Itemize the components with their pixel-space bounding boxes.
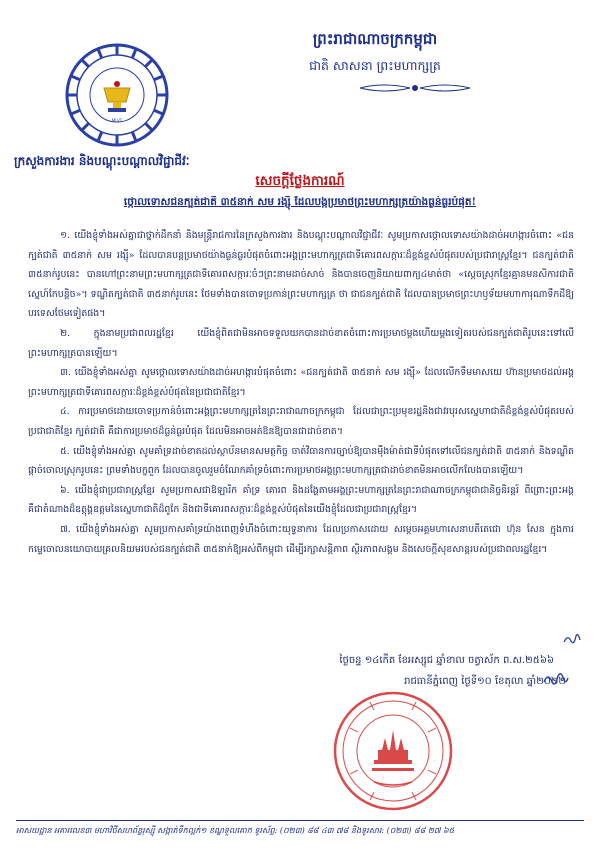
paragraph-7: ៧. យើងខ្ញុំទាំងអស់គ្នា សូមប្រកាសគាំទ្រយ៉ាងពេញទំហឹងចំពោះយុទ្ធនាការ ដែលប្រកាសដោយ សម្ដេចអគ្គមហាសេនាបតីតេជោ ហ៊ុន សែន ក្នុងការកម្ទេចោលនយោបាយគ្រលនិយមរបស់ជនក្បត់ជាតិ ៣៥នាក់ឱ្យអស់ពីកម្ពុជា ដើម្បីរក្សាសន្តិភាព ស្ថិរភាពសង្គម និងសេចក្តីសុខសាន្តរបស់ប្រជាពលរដ្ឋខ្មែរ។	[28, 523, 574, 555]
official-stamp-icon	[330, 688, 456, 814]
ministry-name: ក្រសួងការងារ និងបណ្តុះបណ្តាលវិជ្ជាជីវៈ	[14, 154, 190, 168]
paragraph-4: ៤. ការប្រមាថដោយចោទប្រកាន់ចំពោះអង្គព្រះមហាក្សត្រនៃព្រះរាជាណាចក្រកម្ពុជា ដែលជាព្រះប្រមុខរដ្ឋនិងជាវរបុរសស្នេហាជាតិដ៏ខ្ពង់ខ្ពស់បំផុតរបស់ប្រជាជាតិខ្មែរ ក្បត់ជាតិ គឺជាការប្រមាថដ៏ធ្ងន់ធ្ងរបំផុត ដែលមិនអាចអត់ឱនឱ្យបានជាដាច់ខាត។	[28, 406, 574, 437]
statement-body	[28, 226, 574, 559]
svg-text:MLVT: MLVT	[111, 118, 123, 123]
paragraph-5: ៥. យើងខ្ញុំទាំងអស់គ្នា សូមគាំទ្រដាច់ខាតដល់ស្ថាប័នមានសមត្ថកិច្ច ចាត់វិធានការច្បាប់ឱ្យបានម៉ឺងម៉ាត់ជាទីបំផុតទៅលើជនក្បត់ជាតិ ៣៥នាក់ និងទណ្ឌិតផ្ដាច់ចោលស្រុករូបនេះ ព្រមទាំងបក្ខពួក ដែលបានចូលរួមចំណែកគាំទ្រចំពោះការប្រមាថអង្គព្រះមហាក្សត្រជាដាច់ខាតមិនអាចលើកលែងបានឡើយ។	[28, 445, 574, 477]
footer-divider	[16, 820, 584, 821]
handwritten-signature-mark-icon	[542, 670, 570, 688]
paragraph-2: ២. ក្នុងនាមប្រជាពលរដ្ឋខ្មែរ យើងខ្ញុំពិតជាមិនអាចទទួលយកបានដាច់ខាតចំពោះការប្រមាថម្ដងហើយម្ដងទៀតរបស់ជនក្បត់ជាតិរូបនេះទៅលើព្រះមហាក្សត្របានឡើយ។	[28, 327, 574, 359]
ornament-divider-icon	[355, 82, 475, 94]
document-subtitle: ថ្កោលទោសជនក្បត់ជាតិ ៣៥នាក់ សម រង្ស៊ី ដែលបង្កប្រមាថព្រះមហាក្សត្រយ៉ាងធ្ងន់ធ្ងរបំផុត!	[123, 196, 477, 208]
document-title: សេចក្តីថ្លែងការណ៍	[255, 173, 345, 189]
footer-address: អាសយដ្ឋាន អគារលេខ៣ មហាវិថីសហព័ន្ធរុស្ស៊ី សង្កាត់ទឹកល្អក់១ ខណ្ឌទួលគោក ទូរស័ព្ទ: (០២៣) ៨៨ ៤៣ ៧៨ និងទូរសារ: (០២៣) ៨៨ ២៧ ៦៥	[16, 826, 455, 835]
kingdom-name: ព្រះរាជាណាចក្រកម្ពុជា	[312, 30, 438, 48]
kingdom-header	[0, 30, 600, 77]
paragraph-1: ១. យើងខ្ញុំទាំងអស់គ្នាជាថ្នាក់ដឹកនាំ និងមន្ត្រីរាជការនៃក្រសួងការងារ និងបណ្តុះបណ្តាលវិជ្ជាជីវៈ សូមប្រកាសថ្កោលទោសយ៉ាងដាច់អហង្ការចំពោះ «ជនក្បត់ជាតិ ៣៥នាក់ សម រង្ស៊ី» ដែលបានបន្តប្រមាថយ៉ាងធ្ងន់ធ្ងរបំផុតចំពោះអង្គព្រះមហាក្សត្រជាទីគោរពសក្ការៈដ៏ខ្ពង់ខ្ពស់បំផុតរបស់ប្រជារាស្ត្រខ្មែរ។ ជនក្បត់ជាតិ ៣៥នាក់រូបនេះ បានហៅព្រះនាមព្រះមហាក្សត្រជាទីគោរពសក្ការៈចំៗព្រះនាមដាច់សាច់ និងបានចេញនិយាយពាក្យ៤មាត់ថា «ស្ដេចស្រុកខ្មែរគ្មានមនសិការជាតិស្នេហ៍កែបន្តិច»។ ទណ្ឌិតក្បត់ជាតិ ៣៥នាក់រូបនេះ ថែមទាំងបានចោទប្រកាន់ព្រះមហាក្សត្រ ថា ជាជនក្បត់ជាតិ ដែលបានប្រមាថព្រះហឫទ័យមហាការុណាទឹកដីឱ្យបរទេសថែមទៀតផង។	[28, 230, 574, 320]
paragraph-3: ៣. យើងខ្ញុំទាំងអស់គ្នា សូមថ្កោលទោសយ៉ាងដាច់អហង្ការបំផុតចំពោះ «ជនក្បត់ជាតិ ៣៥នាក់ សម រង្ស៊ី» ដែលលើកទឹមមាសយេ ហ៊ានប្រមាថដល់អង្គព្រះមហាក្សត្រជាទីគោរពសក្ការៈដ៏ខ្ពង់ខ្ពស់បំផុតនៃប្រជាជាតិខ្មែរ។	[28, 367, 574, 398]
lunar-date: ថ្ងៃចន្ទ ១៤កើត ខែអស្សុជ ឆ្នាំខាល ចត្វាស័ក ព.ស.២៥៦៦	[339, 655, 554, 666]
handwritten-initial-icon	[562, 632, 582, 646]
paragraph-6: ៦. យើងខ្ញុំជាប្រជារាស្ត្រខ្មែរ សូមប្រកាសជាឱឡារិក គាំទ្រ គោរព និងដង្ហែតាមអង្គព្រះមហាក្សត្រនៃព្រះរាជាណាចក្រកម្ពុជាជានិច្ចនិរន្តរ៍ ពីព្រោះព្រះអង្គគឺជាតំណាងដ៏ឧត្តុង្គឧត្ដមនៃស្នេហាជាតិដ៏ពូកែ និងជាទីគោរពសក្ការៈដ៏ខ្ពង់ខ្ពស់បំផុតនៃយើងខ្ញុំដែលជាប្រជារាស្ត្រខ្មែរ។	[28, 484, 574, 516]
solar-date: រាជធានីភ្នំពេញ ថ្ងៃទី១០ ខែតុលា ឆ្នាំ២០២២	[404, 676, 566, 687]
national-motto: ជាតិ សាសនា ព្រះមហាក្សត្រ	[309, 58, 441, 73]
